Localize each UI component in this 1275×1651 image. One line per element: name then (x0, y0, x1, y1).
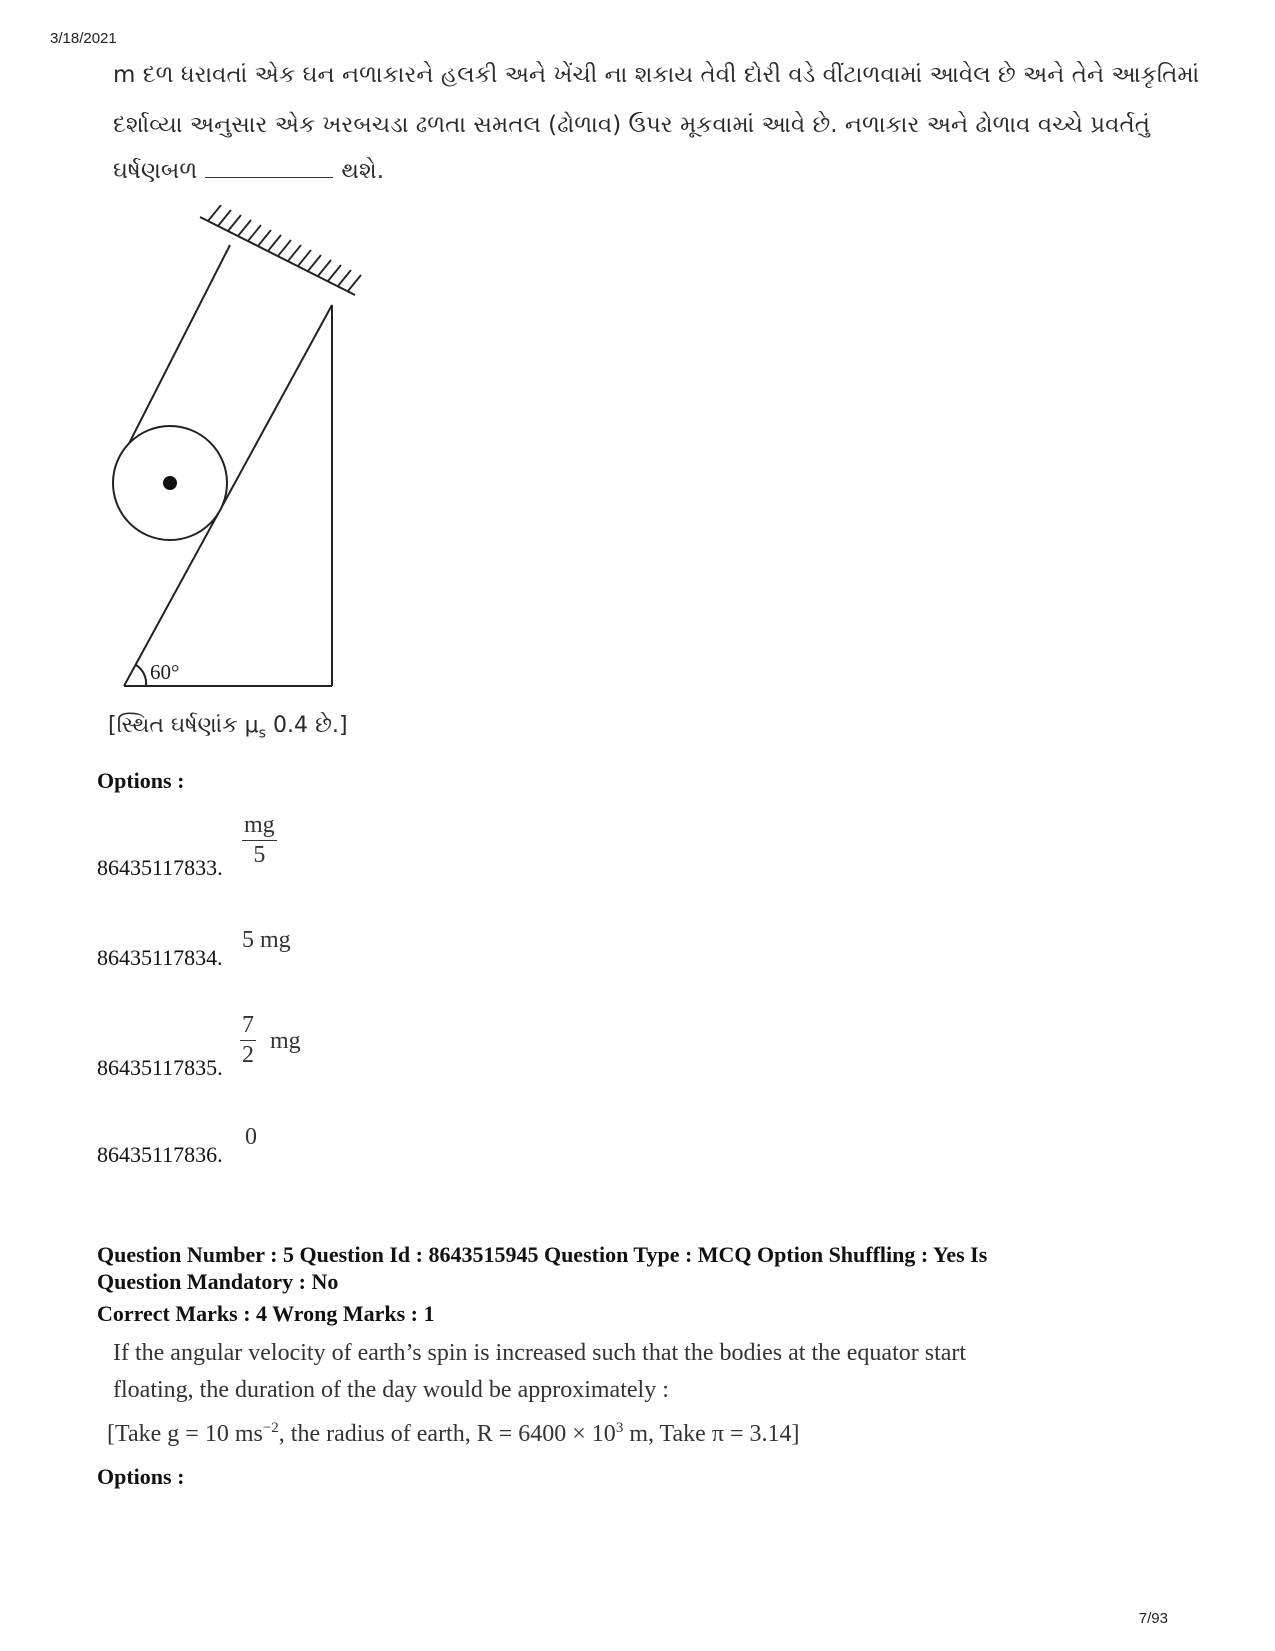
option-text: 5 mg (242, 927, 291, 953)
options-heading: Options : (97, 1464, 185, 1489)
given-part-c: m, Take π = 3.14] (623, 1421, 800, 1447)
option-id: 86435117836. (97, 1142, 223, 1167)
ceiling-hatching (208, 205, 361, 291)
option-text: 0 (245, 1124, 257, 1150)
question-marks: Correct Marks : 4 Wrong Marks : 1 (97, 1301, 435, 1326)
option-id: 86435117835. (97, 1055, 223, 1080)
option-id: 86435117834. (97, 945, 223, 970)
question-meta-line-1: Question Number : 5 Question Id : 8643515945 Question Type : MCQ Option Shuffling : Yes Is (97, 1242, 988, 1267)
fraction-denominator: 2 (242, 1042, 254, 1068)
fraction-numerator: 7 (240, 1010, 256, 1041)
option-id: 86435117833. (97, 855, 223, 880)
note-prefix: [સ્થિત ઘર્ષણાંક μ (108, 713, 259, 738)
question-text-line-3-end: થશે. (341, 158, 385, 184)
given-part-b: , the radius of earth, R = 6400 × 10 (278, 1421, 616, 1447)
fraction-denominator: 5 (253, 842, 266, 868)
question-text-line-2: દર્શાવ્યા અનુસાર એક ખરબચડા ઢળતા સમતલ (ઢોળાવ) ઉપર મૂકવામાં આવે છે. નળાકાર અને ઢોળાવ વચ્ચે પ્રવર્તતું (113, 112, 1150, 138)
question-text-line-2: floating, the duration of the day would be approximately : (113, 1377, 669, 1403)
question-text-line-3-start: ઘર્ષણબળ (113, 158, 198, 184)
given-part-a: [Take g = 10 ms (107, 1421, 263, 1447)
friction-coefficient-note (108, 713, 348, 741)
angle-label: 60° (150, 660, 180, 684)
question-given-values (107, 1420, 799, 1448)
given-superscript-2: 3 (615, 1420, 624, 1436)
note-suffix: 0.4 છે.] (265, 713, 348, 738)
given-superscript-1: −2 (262, 1420, 279, 1436)
note-subscript: s (258, 725, 266, 742)
option-suffix: mg (270, 1028, 301, 1054)
cylinder-on-incline-figure (100, 205, 370, 700)
option-fraction (240, 1010, 256, 1069)
question-text-line-1: If the angular velocity of earth’s spin is increased such that the bodies at the equator start (113, 1340, 967, 1366)
question-text-line-1: m દળ ધરાવતાં એક ઘન નળાકારને હલકી અને ખેંચી ના શકાય તેવી દોરી વડે વીંટાળવામાં આવેલ છે અને તેને આકૃતિમાં (113, 62, 1200, 88)
fraction-numerator: mg (242, 810, 277, 841)
print-date: 3/18/2021 (50, 30, 117, 47)
cylinder-center-dot (163, 476, 177, 490)
question-meta-line-2: Question Mandatory : No (97, 1269, 339, 1294)
answer-blank (205, 161, 333, 178)
page-number: 7/93 (1138, 1610, 1168, 1627)
question-text-line-3 (113, 158, 384, 184)
angle-arc (136, 665, 146, 686)
option-fraction (242, 810, 277, 869)
ceiling-line (200, 217, 355, 295)
options-heading: Options : (97, 768, 185, 793)
